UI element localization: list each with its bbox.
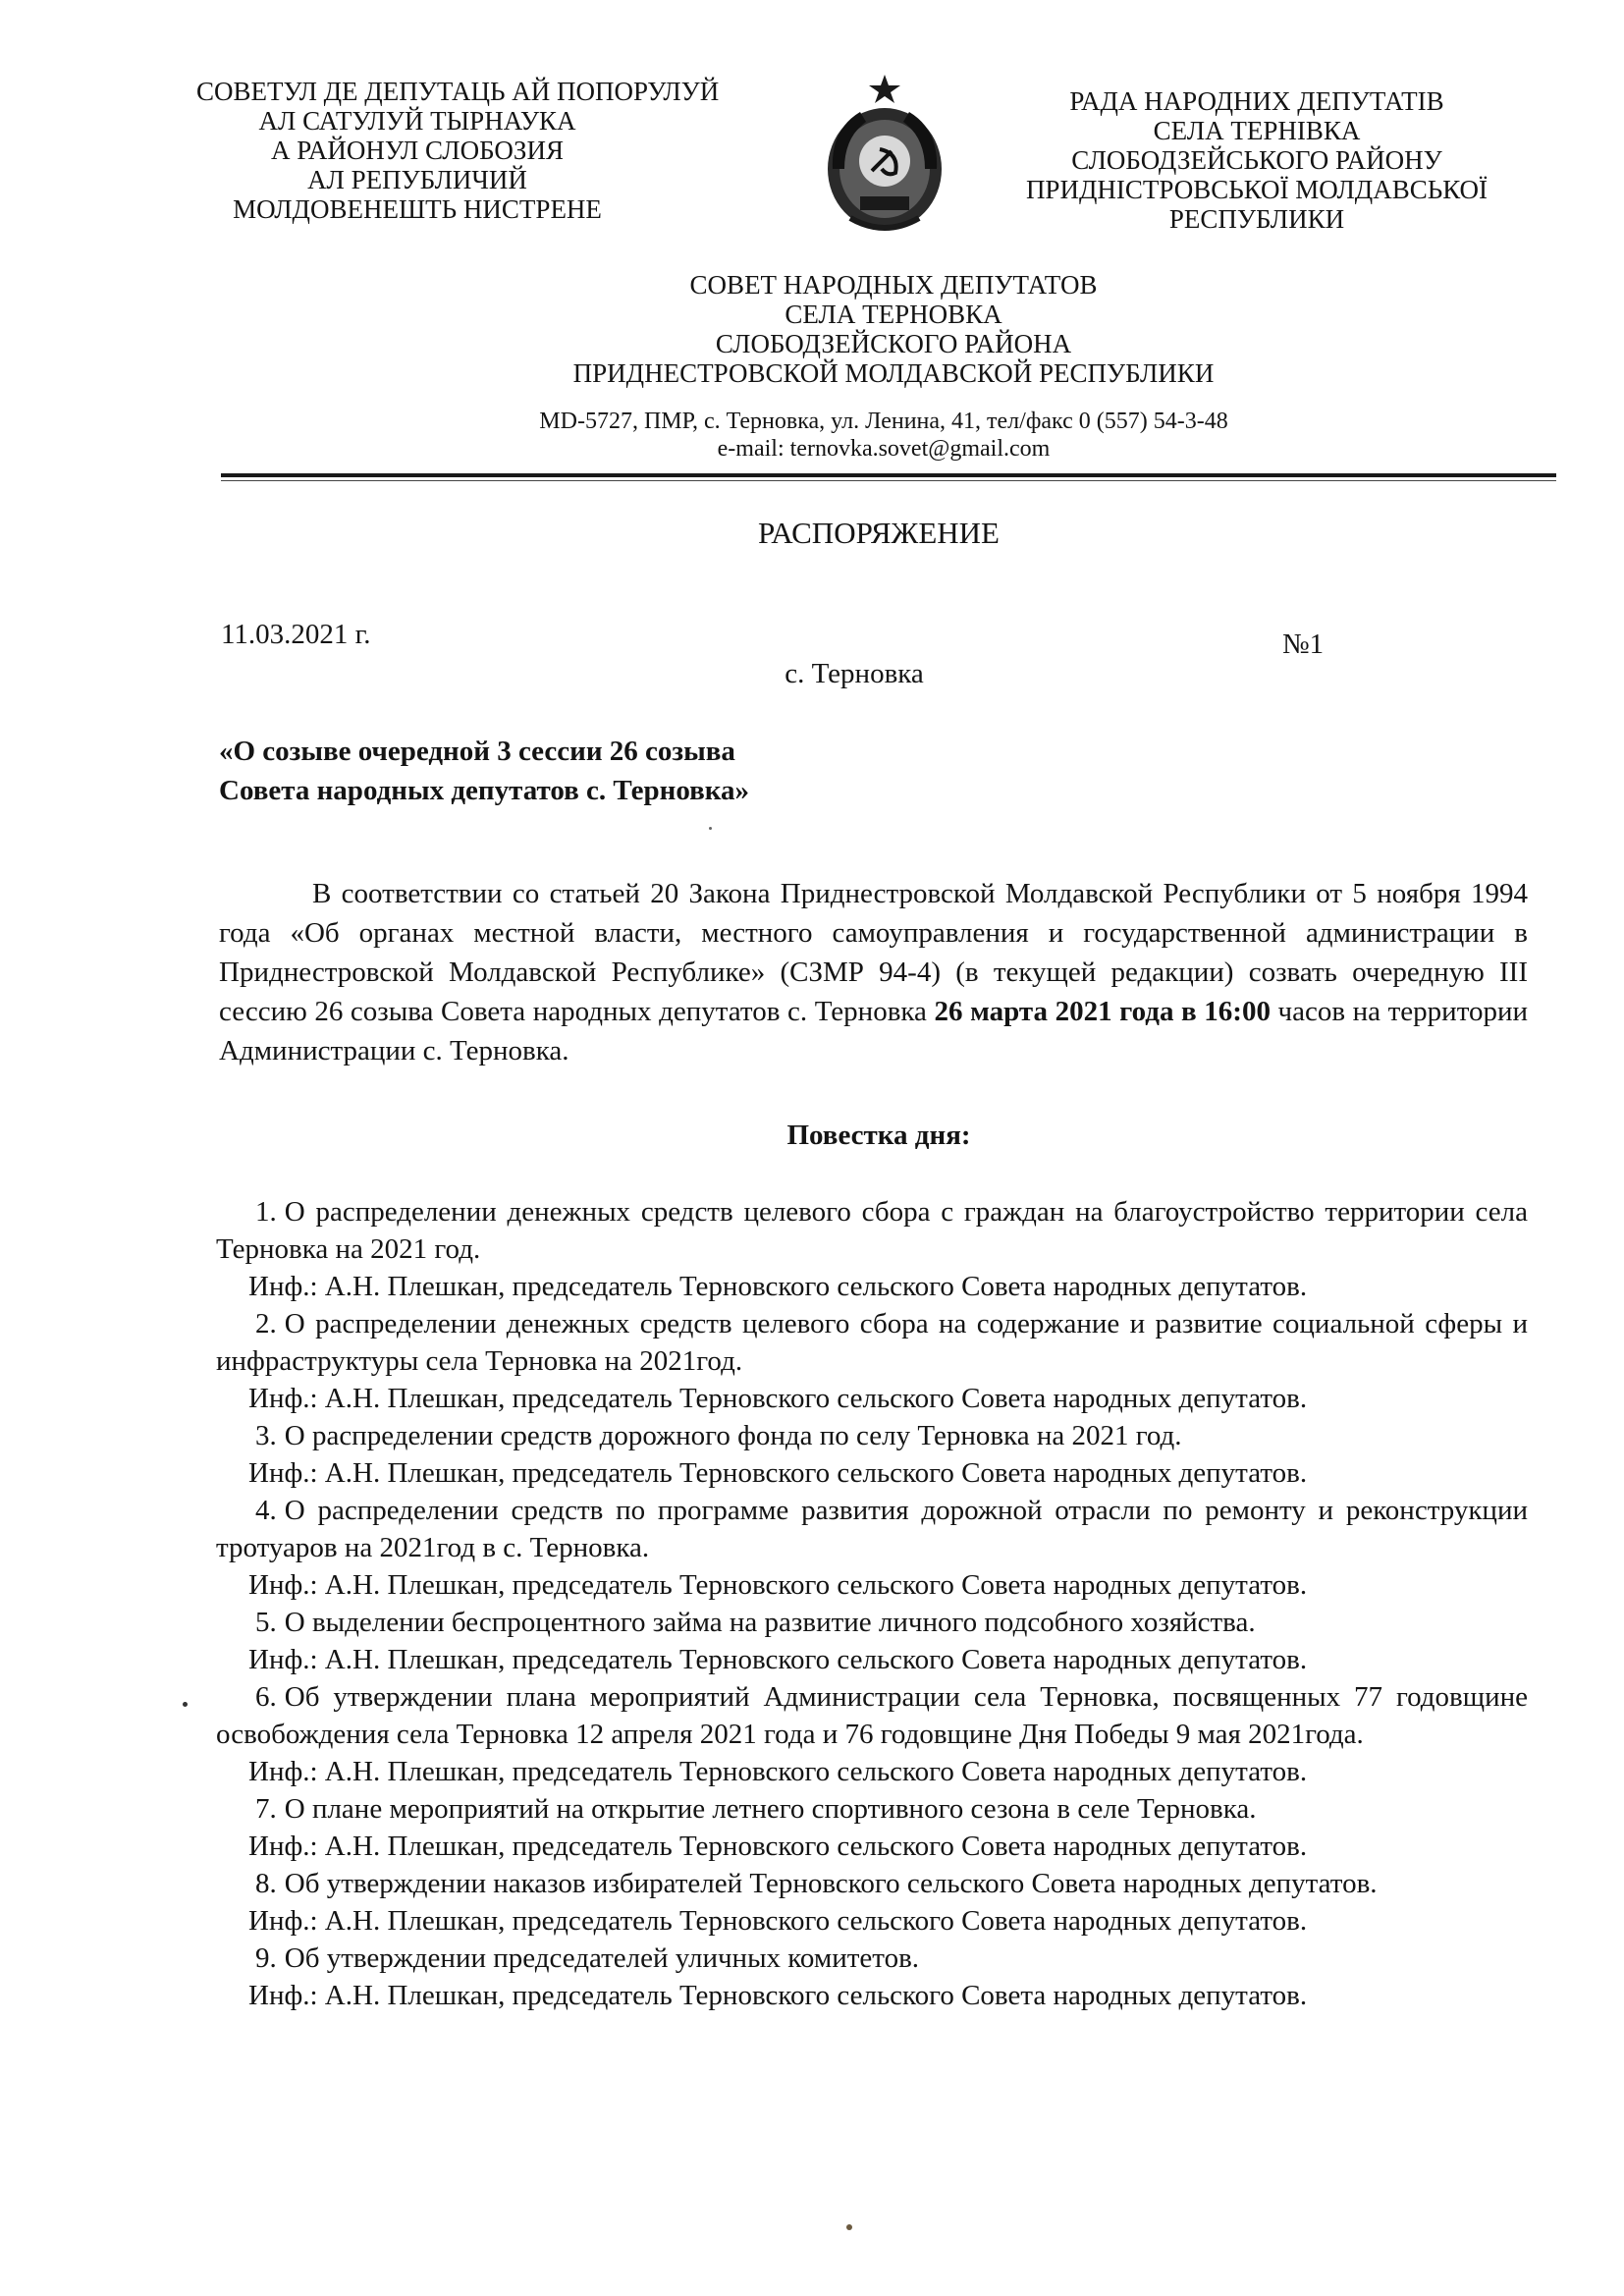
- document-title: РАСПОРЯЖЕНИЕ: [758, 516, 1000, 550]
- agenda-item-informant: Инф.: А.Н. Плешкан, председатель Терновского сельского Совета народных депутатов.: [248, 1383, 1308, 1414]
- agenda-item-informant: Инф.: А.Н. Плешкан, председатель Терновского сельского Совета народных депутатов.: [248, 1905, 1308, 1937]
- agenda-item-text: О распределении денежных средств целевого сбора на содержание и развитие социальной сферы и инфраструктуры села Терновка на 2021год.: [216, 1308, 1528, 1377]
- document-place: с. Терновка: [785, 658, 924, 689]
- agenda-item-text: Об утверждении плана мероприятий Администрации села Терновка, посвященных 77 годовщине освобождения села Терновка 12 апреля 2021 года и 76 годовщине Дня Победы 9 мая 2021года.: [216, 1681, 1528, 1750]
- coat-of-arms-icon: [821, 71, 948, 238]
- address: MD-5727, ПМР, с. Терновка, ул. Ленина, 41, тел/факс 0 (557) 54-3-48: [539, 409, 1228, 434]
- agenda-item: [216, 1678, 1528, 1753]
- agenda-item-number: 3.: [255, 1420, 277, 1451]
- header-line: СЕЛА ТЕРНІВКА: [1153, 116, 1361, 145]
- agenda-item-number: 8.: [255, 1868, 277, 1899]
- agenda-list: [216, 1193, 1528, 2014]
- agenda-title: Повестка дня:: [786, 1120, 971, 1151]
- agenda-item-informant: Инф.: А.Н. Плешкан, председатель Терновского сельского Совета народных депутатов.: [248, 1569, 1308, 1601]
- header-line: ПРИДНІСТРОВСЬКОЇ МОЛДАВСЬКОЇ: [1025, 175, 1489, 204]
- agenda-item: [216, 1940, 1528, 1977]
- agenda-item: [216, 1604, 1528, 1641]
- header-russian: [432, 270, 1355, 388]
- agenda-item-number: 6.: [255, 1681, 277, 1713]
- header-line: АЛ САТУЛУЙ ТЫРНАУКА: [258, 106, 576, 136]
- agenda-item-number: 7.: [255, 1793, 277, 1825]
- agenda-item-text: О распределении денежных средств целевого сбора с граждан на благоустройство территории села Терновка на 2021 год.: [216, 1196, 1528, 1265]
- header-ukrainian: [1021, 86, 1492, 234]
- agenda-item-number: 5.: [255, 1607, 277, 1638]
- agenda-item-text: Об утверждении наказов избирателей Терновского сельского Совета народных депутатов.: [284, 1868, 1378, 1899]
- agenda-item: [216, 1193, 1528, 1268]
- agenda-item-informant: Инф.: А.Н. Плешкан, председатель Терновского сельского Совета народных депутатов.: [248, 1644, 1308, 1675]
- agenda-item-text: О распределении средств по программе развития дорожной отрасли по ремонту и реконструкции тротуаров на 2021год в с. Терновка.: [216, 1495, 1528, 1563]
- header-divider: [221, 473, 1556, 477]
- header-line: А РАЙОНУЛ СЛОБОЗИЯ: [271, 136, 564, 165]
- agenda-item-informant: Инф.: А.Н. Плешкан, председатель Терновского сельского Совета народных депутатов.: [248, 1457, 1308, 1489]
- subject-line: «О созыве очередной 3 сессии 26 созыва: [219, 736, 735, 767]
- speck: [709, 827, 712, 830]
- session-date: 26 марта 2021 года в 16:00: [934, 996, 1271, 1027]
- agenda-item: [216, 1790, 1528, 1828]
- body-text: часов на территории Администрации с. Терновка.: [219, 996, 1529, 1066]
- header-line: РАДА НАРОДНИХ ДЕПУТАТІВ: [1069, 86, 1444, 116]
- email: e-mail: ternovka.sovet@gmail.com: [717, 436, 1051, 462]
- agenda-item: [216, 1417, 1528, 1454]
- header-line: АЛ РЕПУБЛИЧИЙ: [307, 165, 527, 194]
- header-line: СЛОБОДЗЕЙСЬКОГО РАЙОНУ: [1071, 145, 1442, 175]
- document-date: 11.03.2021 г.: [221, 619, 371, 650]
- agenda-item-text: Об утверждении председателей уличных комитетов.: [284, 1942, 920, 1974]
- document-body: [219, 874, 1528, 1070]
- header-line: РЕСПУБЛИКИ: [1168, 204, 1345, 234]
- document-number: №1: [1282, 629, 1325, 660]
- coat-of-arms-emblem: [821, 71, 948, 238]
- agenda-item-number: 2.: [255, 1308, 277, 1339]
- agenda-item: [216, 1492, 1528, 1566]
- header-line: СЕЛА ТЕРНОВКА: [785, 300, 1002, 329]
- agenda-item-text: О плане мероприятий на открытие летнего спортивного сезона в селе Терновка.: [284, 1793, 1257, 1825]
- agenda-item: [216, 1865, 1528, 1902]
- contact-block: [412, 408, 1355, 463]
- subject-line: Совета народных депутатов с. Терновка»: [219, 775, 750, 806]
- header-line: МОЛДОВЕНЕШТЬ НИСТРЕНЕ: [233, 194, 602, 224]
- agenda-item-number: 9.: [255, 1942, 277, 1974]
- document-subject: [219, 732, 1103, 810]
- body-text: В соответствии со статьей 20 Закона Приднестровской Молдавской Республики от 5 ноября 1994 года «Об органах местной власти, местного самоуправления и государственной администрации в Приднестровской Молдавской Республике» (СЗМР 94-4) (в текущей редакции) созвать очередную III сессию 26 созыва Совета народных депутатов с. Терновка: [219, 878, 1528, 1027]
- agenda-item-informant: Инф.: А.Н. Плешкан, председатель Терновского сельского Совета народных депутатов.: [248, 1756, 1308, 1787]
- agenda-item-number: 1.: [255, 1196, 277, 1228]
- speck: [846, 2224, 852, 2230]
- agenda-item-text: О выделении беспроцентного займа на развитие личного подсобного хозяйства.: [284, 1607, 1256, 1638]
- agenda-item-number: 4.: [255, 1495, 277, 1526]
- body-paragraph: [219, 874, 1528, 1070]
- speck: [183, 1702, 188, 1707]
- agenda-item-informant: Инф.: А.Н. Плешкан, председатель Терновского сельского Совета народных депутатов.: [248, 1831, 1308, 1862]
- header-line: СЛОБОДЗЕЙСКОГО РАЙОНА: [715, 329, 1072, 358]
- header-line: СОВЕТУЛ ДЕ ДЕПУТАЦЬ АЙ ПОПОРУЛУЙ: [196, 77, 720, 106]
- header-line: ПРИДНЕСТРОВСКОЙ МОЛДАВСКОЙ РЕСПУБЛИКИ: [572, 358, 1215, 388]
- header-moldovan: [196, 77, 720, 224]
- agenda-item-text: О распределении средств дорожного фонда по селу Терновка на 2021 год.: [284, 1420, 1182, 1451]
- agenda-item: [216, 1305, 1528, 1380]
- agenda-item-informant: Инф.: А.Н. Плешкан, председатель Терновского сельского Совета народных депутатов.: [248, 1271, 1308, 1302]
- header-line: СОВЕТ НАРОДНЫХ ДЕПУТАТОВ: [689, 270, 1098, 300]
- agenda-item-informant: Инф.: А.Н. Плешкан, председатель Терновского сельского Совета народных депутатов.: [248, 1980, 1308, 2011]
- header-divider-thin: [221, 480, 1556, 481]
